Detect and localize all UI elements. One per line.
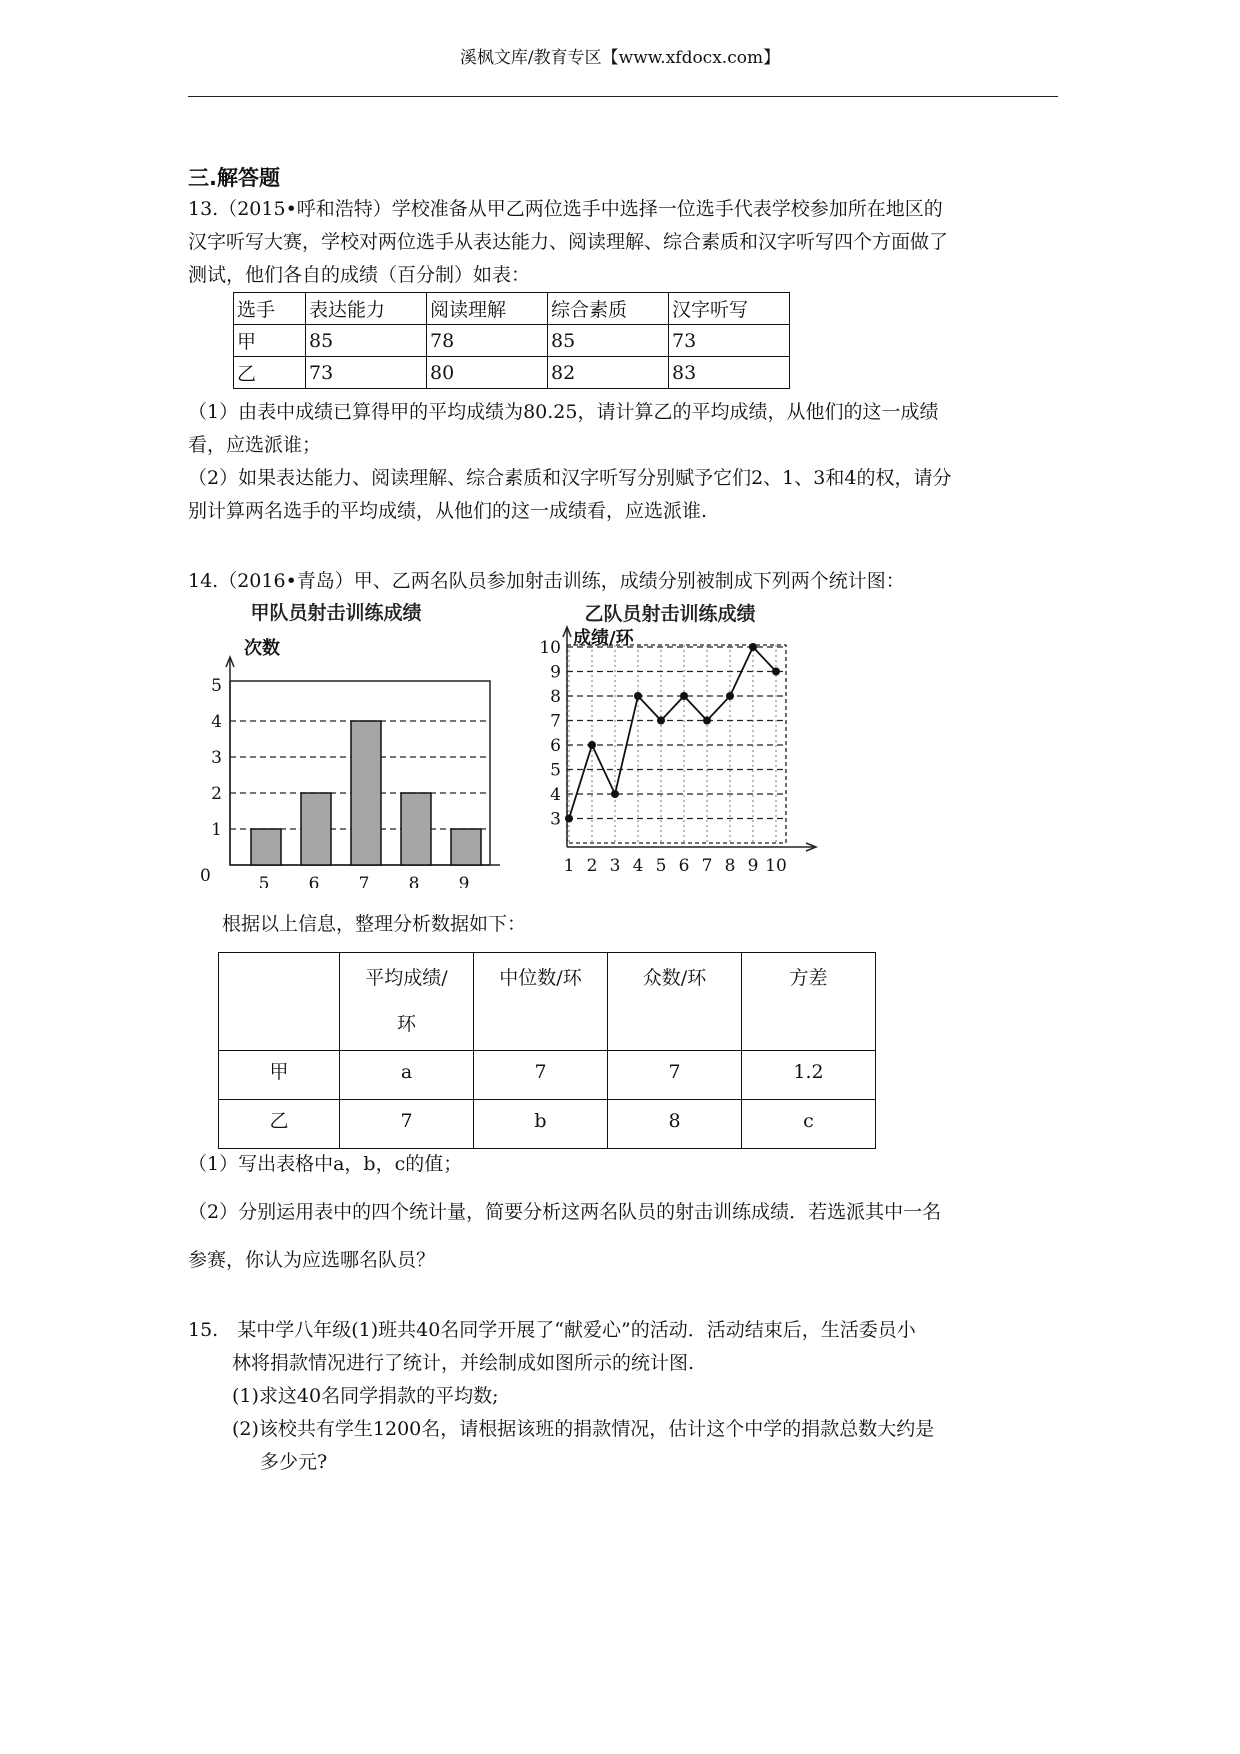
table-cell: 乙: [219, 1100, 340, 1149]
table-header-line-2: 环: [396, 1013, 416, 1035]
table-cell: 7: [608, 1051, 742, 1100]
data-point: [680, 692, 688, 700]
x-tick-label: 7: [701, 856, 713, 876]
q14-intro: 根据以上信息，整理分析数据如下：: [222, 913, 527, 935]
q15-line-1: 15. 某中学八年级(1)班共40名同学开展了“献爱心”的活动．活动结束后，生活委员小: [188, 1319, 916, 1341]
q15-sub2-line-2: 多少元?: [260, 1451, 328, 1473]
data-point: [749, 643, 757, 651]
table-row: [234, 325, 790, 357]
q13-sub1-line-1: （1）由表中成绩已算得甲的平均成绩为80.25，请计算乙的平均成绩，从他们的这一成绩: [188, 401, 939, 423]
table-cell: 73: [306, 357, 427, 389]
q13-score-table: [233, 292, 790, 389]
q13-sub1-line-2: 看，应选派谁；: [188, 434, 322, 456]
bar: [351, 721, 381, 865]
table-header-cell: 综合素质: [548, 293, 669, 325]
bar: [451, 829, 481, 865]
bar: [401, 793, 431, 865]
table-header-cell: 中位数/环: [474, 953, 608, 1051]
table-cell: 85: [548, 325, 669, 357]
x-tick-label: 9: [458, 874, 470, 888]
data-point: [657, 717, 665, 725]
table-header-cell: [340, 953, 474, 1051]
table-header-cell: 选手: [234, 293, 306, 325]
table-header-cell: [219, 953, 340, 1051]
x-tick-label: 1: [563, 856, 575, 876]
q15-line-2: 林将捐款情况进行了统计，并绘制成如图所示的统计图.: [232, 1352, 695, 1374]
x-tick-label: 6: [308, 874, 320, 888]
y-tick-label: 1: [211, 820, 222, 840]
y-tick-label: 4: [550, 785, 561, 805]
y-tick-label: 10: [539, 638, 561, 658]
table-header-cell: 方差: [742, 953, 876, 1051]
x-tick-label: 6: [678, 856, 690, 876]
y-tick-label: 8: [550, 687, 561, 707]
q13-line-2: 汉字听写大赛，学校对两位选手从表达能力、阅读理解、综合素质和汉字听写四个方面做了: [188, 231, 949, 253]
table-cell: 甲: [234, 325, 306, 357]
y-tick-label: 7: [550, 711, 561, 732]
table-cell: 乙: [234, 357, 306, 389]
x-tick-label: 8: [408, 874, 420, 888]
table-row: [219, 953, 876, 1051]
line-chart-yi: [525, 598, 865, 893]
q13-line-1: 13.（2015•呼和浩特）学校准备从甲乙两位选手中选择一位选手代表学校参加所在地区的: [188, 198, 943, 220]
bar: [251, 829, 281, 865]
y-tick-label: 3: [550, 809, 561, 830]
data-point: [726, 692, 734, 700]
x-tick-label: 5: [655, 856, 667, 876]
x-tick-label: 8: [724, 856, 736, 876]
table-header-line-1: 平均成绩/: [365, 967, 448, 989]
table-row: [234, 357, 790, 389]
data-point: [772, 668, 780, 676]
q14-sub1: （1）写出表格中a，b，c的值；: [188, 1153, 463, 1175]
bar: [301, 793, 331, 865]
q14-stats-table: [218, 952, 876, 1149]
table-header-cell: 表达能力: [306, 293, 427, 325]
y-axis-label: 次数: [244, 638, 280, 659]
table-cell: 7: [340, 1100, 474, 1149]
table-cell: 78: [427, 325, 548, 357]
x-tick-label: 7: [358, 874, 370, 888]
x-tick-label: 5: [258, 874, 270, 888]
y-tick-label: 9: [550, 662, 561, 683]
y-tick-label: 3: [211, 748, 222, 768]
plot-frame: [567, 645, 786, 843]
y-tick-label: 5: [211, 676, 222, 696]
table-header-cell: 阅读理解: [427, 293, 548, 325]
y-tick-label: 2: [211, 784, 222, 804]
data-point: [565, 815, 573, 823]
table-cell: c: [742, 1100, 876, 1149]
x-tick-label: 4: [632, 856, 644, 876]
chart-title: 乙队员射击训练成绩: [584, 603, 756, 625]
q13-line-3: 测试，他们各自的成绩（百分制）如表：: [188, 264, 531, 286]
x-tick-label: 10: [765, 856, 787, 876]
y-tick-label: 4: [211, 712, 222, 732]
table-row: [219, 1051, 876, 1100]
q15-sub1: (1)求这40名同学捐款的平均数;: [232, 1385, 499, 1407]
table-cell: b: [474, 1100, 608, 1149]
table-cell: 80: [427, 357, 548, 389]
header-divider: [188, 96, 1058, 97]
x-tick-label: 9: [747, 856, 759, 876]
q15-sub2-line-1: (2)该校共有学生1200名，请根据该班的捐款情况，估计这个中学的捐款总数大约是: [232, 1418, 935, 1440]
series-line: [569, 647, 776, 819]
chart-title: 甲队员射击训练成绩: [250, 602, 422, 624]
data-point: [703, 717, 711, 725]
table-cell: 83: [669, 357, 790, 389]
table-row: [219, 1100, 876, 1149]
data-point: [611, 790, 619, 798]
table-header-cell: 众数/环: [608, 953, 742, 1051]
q14-sub2-line-1: （2）分别运用表中的四个统计量，简要分析这两名队员的射击训练成绩．若选派其中一名: [188, 1201, 942, 1223]
x-tick-label: 2: [586, 856, 598, 876]
origin-label: 0: [200, 866, 211, 886]
table-cell: 8: [608, 1100, 742, 1149]
x-tick-label: 3: [609, 856, 621, 876]
table-cell: 1.2: [742, 1051, 876, 1100]
q13-sub2-line-1: （2）如果表达能力、阅读理解、综合素质和汉字听写分别赋予它们2、1、3和4的权，请分: [188, 467, 952, 489]
table-row: [234, 293, 790, 325]
data-point: [588, 741, 596, 749]
y-axis-label: 成绩/环: [573, 628, 634, 649]
table-header-cell: 汉字听写: [669, 293, 790, 325]
section-title: 三.解答题: [188, 166, 280, 190]
q13-sub2-line-2: 别计算两名选手的平均成绩，从他们的这一成绩看，应选派谁.: [188, 500, 708, 522]
table-cell: 甲: [219, 1051, 340, 1100]
q14-sub2-line-2: 参赛，你认为应选哪名队员？: [188, 1249, 436, 1271]
table-cell: 7: [474, 1051, 608, 1100]
q14-line-1: 14.（2016•青岛）甲、乙两名队员参加射击训练，成绩分别被制成下列两个统计图：: [188, 570, 905, 592]
table-cell: 82: [548, 357, 669, 389]
page-header: 溪枫文库/教育专区【www.xfdocx.com】: [459, 48, 781, 68]
table-cell: a: [340, 1051, 474, 1100]
table-cell: 85: [306, 325, 427, 357]
y-tick-label: 5: [550, 760, 561, 781]
table-cell: 73: [669, 325, 790, 357]
data-point: [634, 692, 642, 700]
y-tick-label: 6: [550, 736, 561, 756]
bar-chart-jia: [200, 598, 500, 888]
